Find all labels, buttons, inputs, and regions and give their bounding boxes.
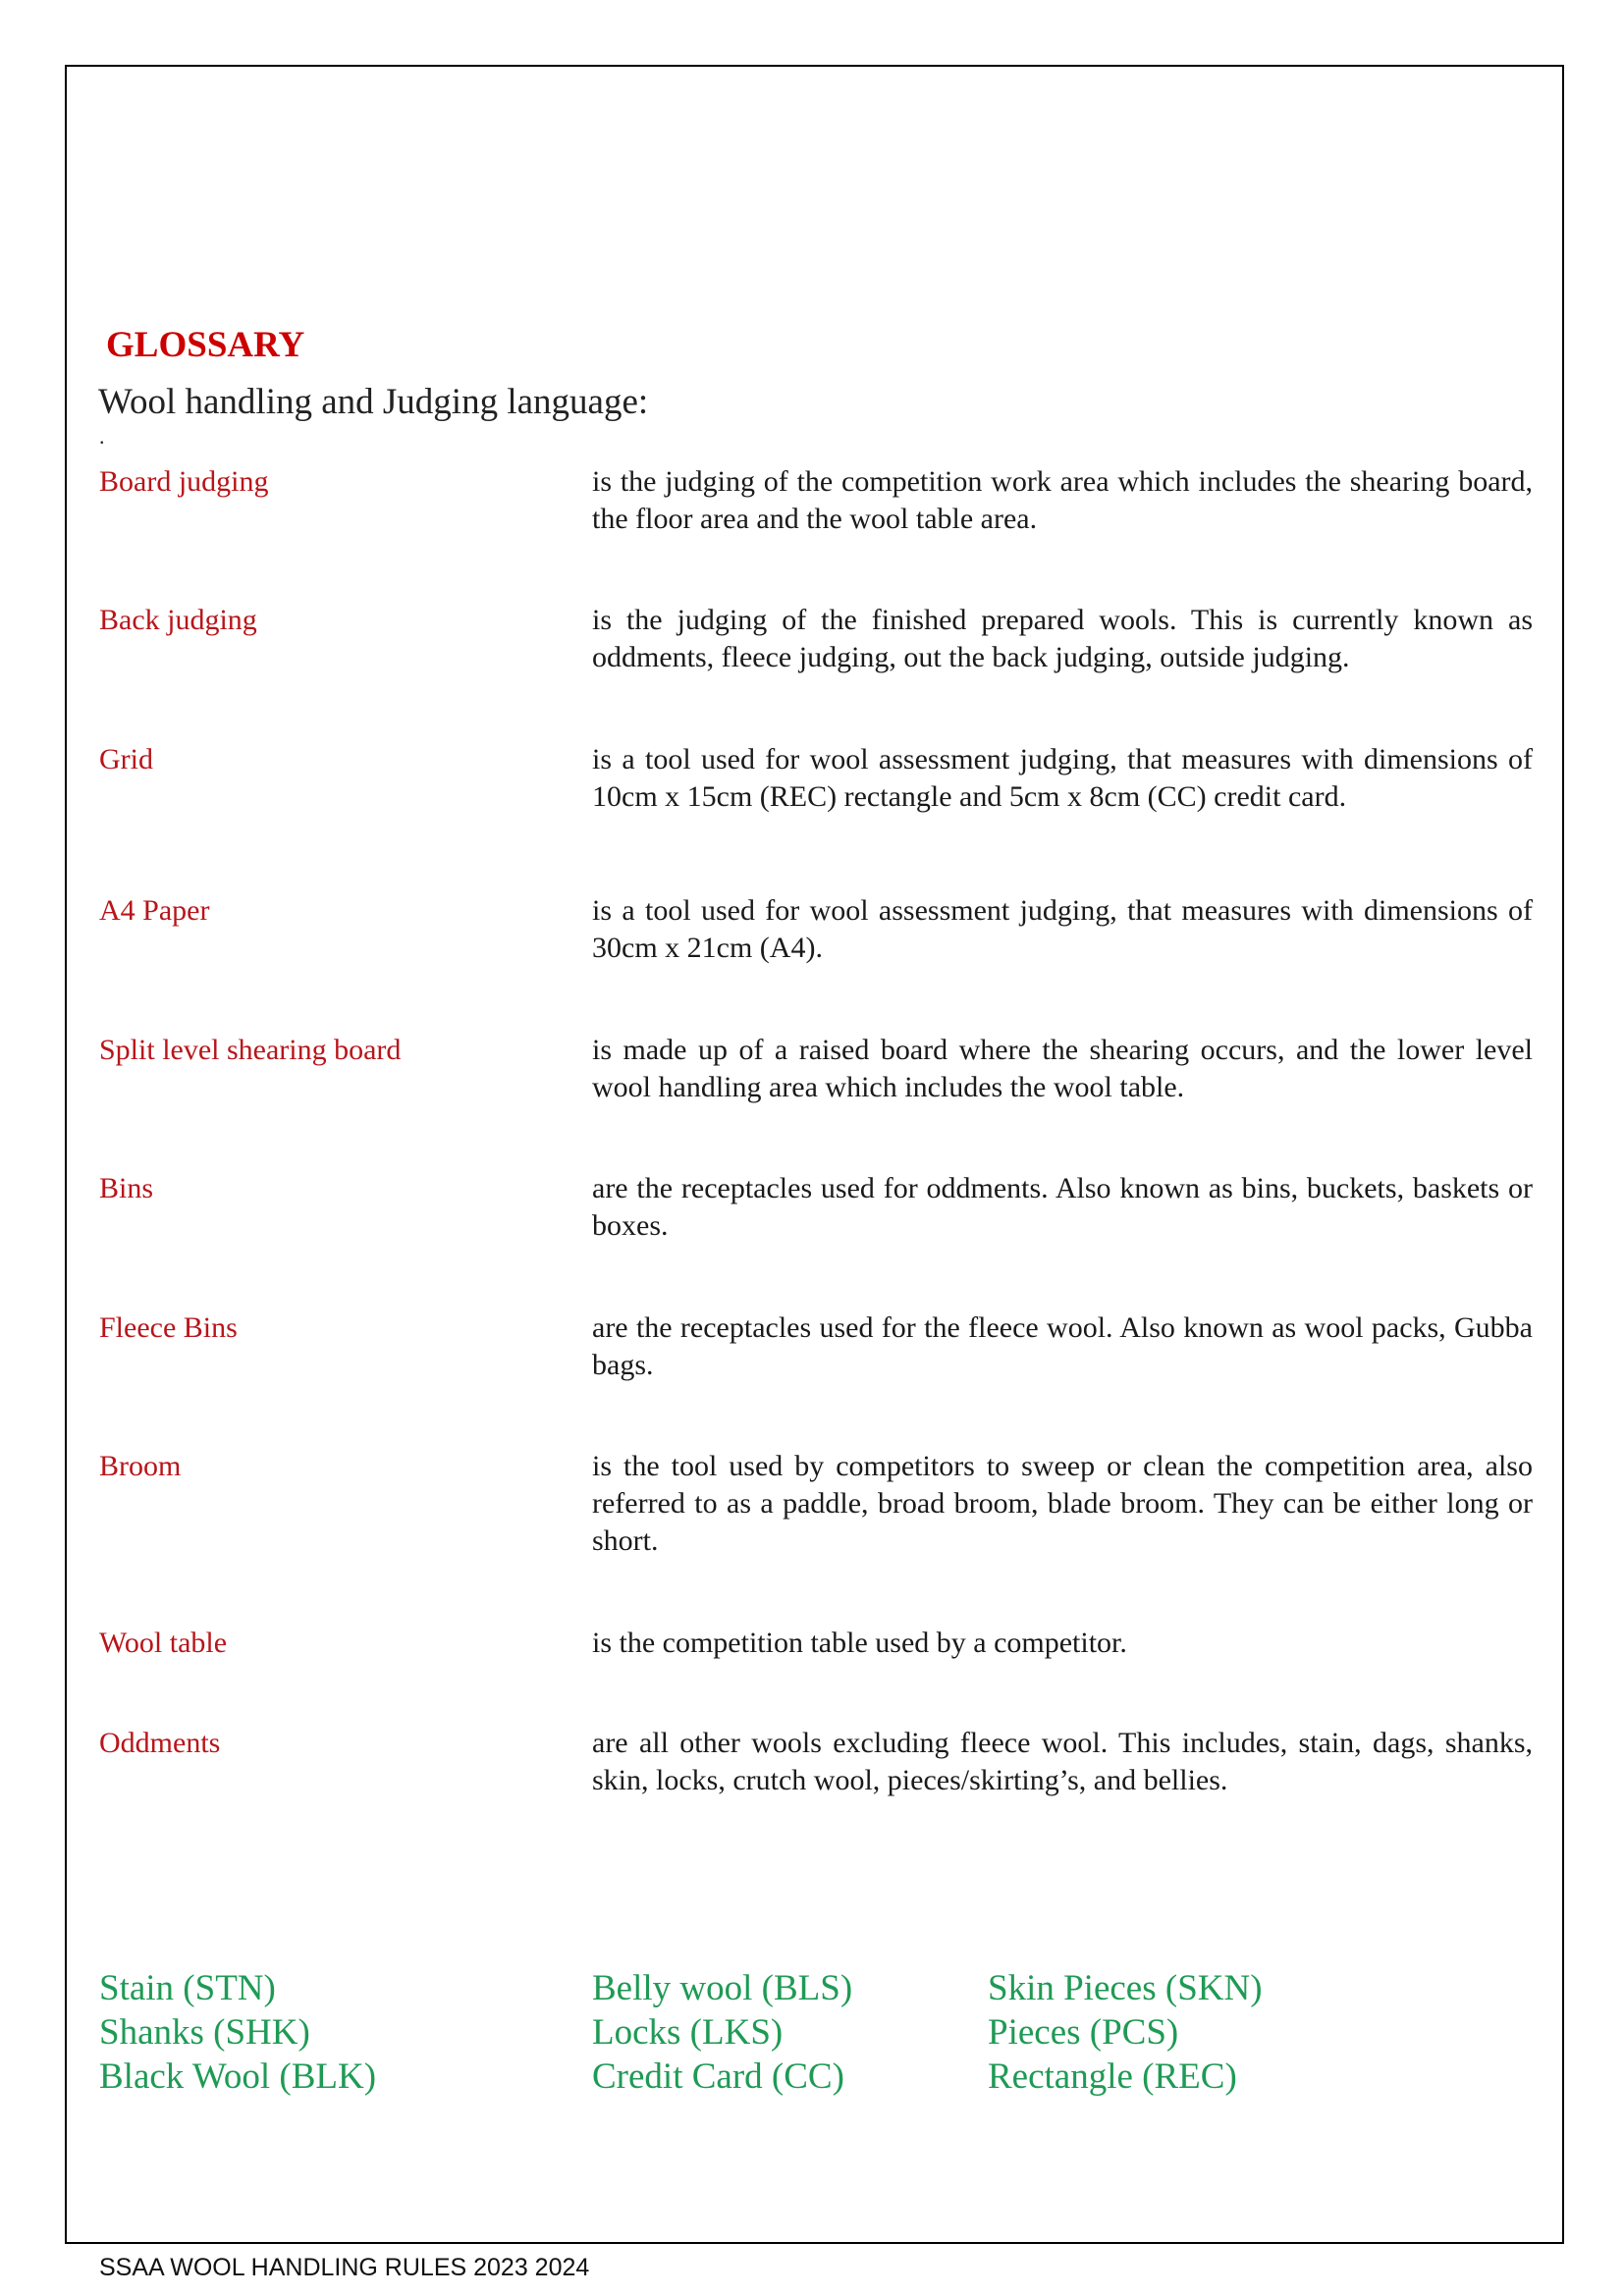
abbreviation-item: Belly wool (BLS) — [592, 1968, 853, 2008]
glossary-definition: is the tool used by competitors to sweep or clean the competition area, also referred to as a paddle, broad broom, blade broom. They can be either long or short. — [592, 1450, 1533, 1557]
glossary-definition: are all other wools excluding fleece wool. This includes, stain, dags, shanks, skin, locks, crutch wool, pieces/skirting’s, and bellies. — [592, 1727, 1533, 1796]
glossary-term: Grid — [99, 743, 153, 775]
glossary-definition: are the receptacles used for the fleece wool. Also known as wool packs, Gubba bags. — [592, 1311, 1533, 1381]
glossary-term: Broom — [99, 1450, 182, 1482]
glossary-definition: are the receptacles used for oddments. Also known as bins, buckets, baskets or boxes. — [592, 1172, 1533, 1242]
abbreviation-item: Black Wool (BLK) — [99, 2056, 377, 2097]
abbreviation-item: Shanks (SHK) — [99, 2012, 310, 2053]
glossary-term: Oddments — [99, 1727, 221, 1759]
abbreviation-item: Skin Pieces (SKN) — [988, 1968, 1263, 2008]
glossary-term: Fleece Bins — [99, 1311, 238, 1344]
page-subtitle: Wool handling and Judging language: — [98, 382, 649, 422]
abbreviation-item: Locks (LKS) — [592, 2012, 784, 2053]
glossary-definition: is a tool used for wool assessment judging, that measures with dimensions of 10cm x 15cm (REC) rectangle and 5cm x 8cm (CC) credit card. — [592, 743, 1533, 813]
abbreviation-item: Rectangle (REC) — [988, 2056, 1237, 2097]
glossary-term: Back judging — [99, 604, 257, 636]
glossary-term: Split level shearing board — [99, 1034, 402, 1066]
abbreviation-item: Stain (STN) — [99, 1968, 276, 2008]
stray-mark: . — [99, 424, 105, 449]
glossary-definition: is the judging of the finished prepared wools. This is currently known as oddments, fleece judging, out the back judging, outside judging. — [592, 604, 1533, 673]
glossary-term: Wool table — [99, 1627, 228, 1659]
glossary-definition: is the judging of the competition work area which includes the shearing board, the floor area and the wool table area. — [592, 465, 1533, 535]
glossary-definition: is a tool used for wool assessment judging, that measures with dimensions of 30cm x 21cm (A4). — [592, 894, 1533, 964]
page-title: GLOSSARY — [106, 325, 305, 365]
glossary-term: Bins — [99, 1172, 154, 1204]
glossary-definition: is made up of a raised board where the shearing occurs, and the lower level wool handling area which includes the wool table. — [592, 1034, 1533, 1103]
glossary-term: A4 Paper — [99, 894, 210, 927]
glossary-definition: is the competition table used by a competitor. — [592, 1627, 1127, 1659]
abbreviation-item: Pieces (PCS) — [988, 2012, 1179, 2053]
page-footer: SSAA WOOL HANDLING RULES 2023 2024 — [99, 2254, 590, 2281]
glossary-term: Board judging — [99, 465, 269, 498]
abbreviation-item: Credit Card (CC) — [592, 2056, 844, 2097]
